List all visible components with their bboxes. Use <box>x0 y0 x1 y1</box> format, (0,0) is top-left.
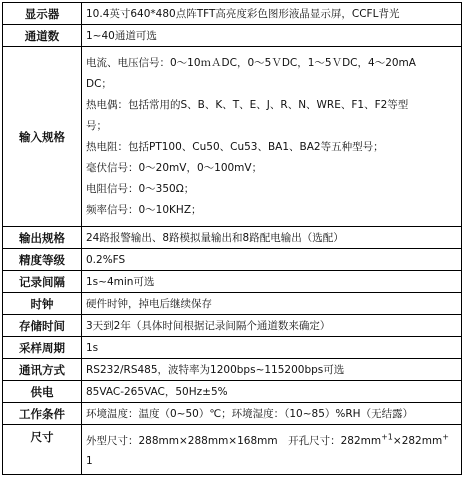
dimensions-tolerance: +1 <box>381 432 393 442</box>
input-line: 热电阻：包括PT100、Cu50、Cu53、BA1、BA2等五种型号； <box>86 140 384 153</box>
row-label: 采样周期 <box>3 337 82 359</box>
row-value: 硬件时钟，掉电后继续保存 <box>82 293 462 315</box>
row-value: 环境温度：温度（0~50）℃；环境湿度：（10~85）%RH（无结露） <box>82 403 462 425</box>
input-line: 热电偶：包括常用的S、B、K、T、E、J、R、N、WRE、F1、F2等型 <box>86 98 409 111</box>
row-label: 通道数 <box>3 25 82 47</box>
input-line: 电阻信号：0～350Ω； <box>86 182 195 195</box>
spec-row-input <box>3 47 462 227</box>
row-value: 1s <box>82 337 462 359</box>
row-label: 供电 <box>3 381 82 403</box>
row-label: 时钟 <box>3 293 82 315</box>
row-label: 显示器 <box>3 3 82 25</box>
spec-row-display <box>3 3 462 25</box>
row-label: 精度等级 <box>3 249 82 271</box>
row-label: 存储时间 <box>3 315 82 337</box>
row-label: 记录间隔 <box>3 271 82 293</box>
dimensions-text: 外型尺寸：288mm×288mm×168mm 开孔尺寸：282mm <box>86 435 382 447</box>
row-label: 输入规格 <box>3 47 82 227</box>
spec-row-dimensions <box>3 425 462 475</box>
row-label: 通讯方式 <box>3 359 82 381</box>
row-value-multiline <box>82 47 462 227</box>
spec-row-record-interval <box>3 271 462 293</box>
row-value: 10.4英寸640*480点阵TFT高亮度彩色图形液晶显示屏，CCFL背光 <box>82 3 462 25</box>
row-value: RS232/RS485，波特率为1200bps~115200bps可选 <box>82 359 462 381</box>
spec-row-power <box>3 381 462 403</box>
input-line: 毫伏信号：0～20mV，0～100mV； <box>86 161 263 174</box>
spec-row-output <box>3 227 462 249</box>
spec-row-communication <box>3 359 462 381</box>
row-value: 1~40通道可选 <box>82 25 462 47</box>
input-line: 频率信号：0～10KHZ； <box>86 203 202 216</box>
row-label: 输出规格 <box>3 227 82 249</box>
input-line: 电流、电压信号：0～10ｍＡDC，0～5ＶDC，1～5ＶDC，4～20mA <box>86 56 416 69</box>
row-value: 3天到2年（具体时间根据记录间隔个通道数来确定） <box>82 315 462 337</box>
spec-row-storage <box>3 315 462 337</box>
spec-row-clock <box>3 293 462 315</box>
spec-row-accuracy <box>3 249 462 271</box>
row-value: 1s~4min可选 <box>82 271 462 293</box>
input-line: DC； <box>86 77 112 90</box>
dimensions-text: ×282mm <box>392 435 443 447</box>
row-value: 24路报警输出、8路模拟量输出和8路配电输出（选配） <box>82 227 462 249</box>
dimensions-tolerance: + <box>442 432 449 442</box>
row-label: 尺寸 <box>3 425 82 475</box>
row-label: 工作条件 <box>3 403 82 425</box>
spec-table <box>2 2 462 475</box>
spec-row-sampling <box>3 337 462 359</box>
row-value: 85VAC-265VAC，50Hz±5% <box>82 381 462 403</box>
spec-row-channels <box>3 25 462 47</box>
spec-row-working-conditions <box>3 403 462 425</box>
row-value-dimensions <box>82 425 462 475</box>
dimensions-text: 1 <box>86 455 93 467</box>
input-line: 号； <box>86 119 107 132</box>
row-value: 0.2%FS <box>82 249 462 271</box>
